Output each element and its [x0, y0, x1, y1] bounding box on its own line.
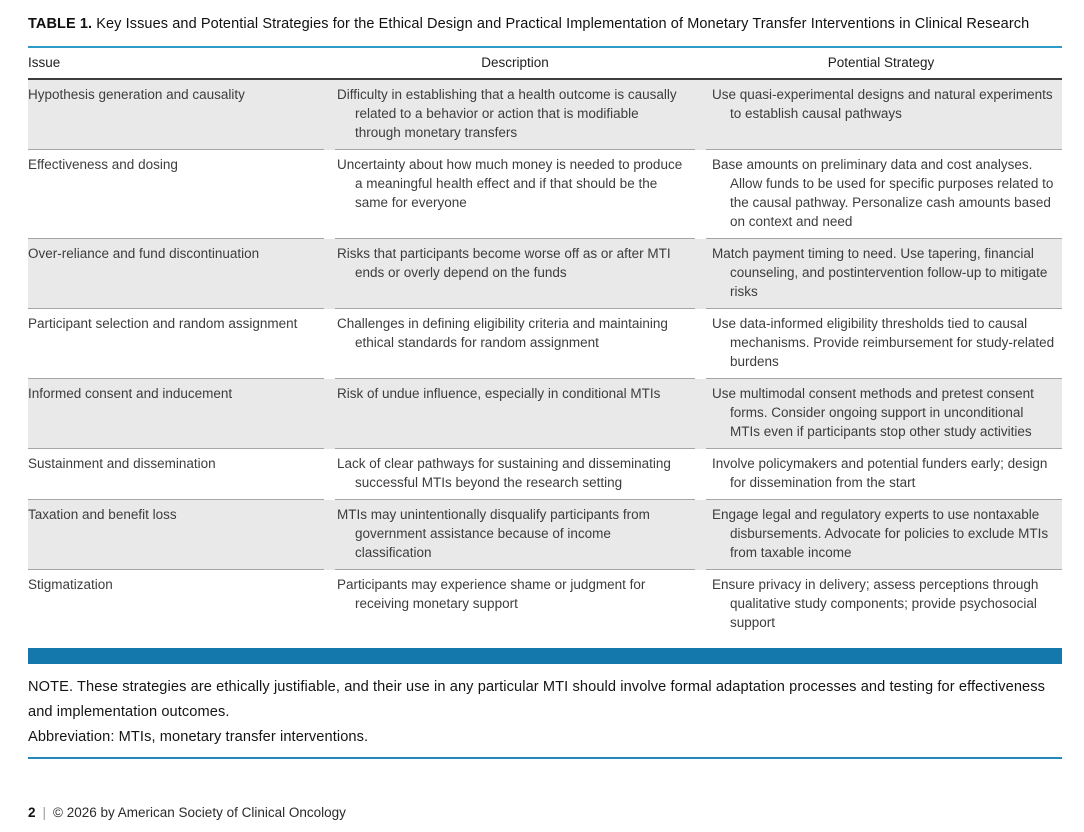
issue-cell: Informed consent and inducement	[28, 379, 330, 449]
issue-cell: Over-reliance and fund discontinuation	[28, 239, 330, 309]
table-row	[28, 449, 1062, 500]
notes-bottom-rule	[28, 757, 1062, 759]
column-header-strategy: Potential Strategy	[700, 46, 1062, 80]
table-row	[28, 150, 1062, 239]
table-row	[28, 570, 1062, 640]
strategy-cell: Use data-informed eligibility thresholds tied to causal mechanisms. Provide reimbursement for study-related burdens	[700, 309, 1062, 379]
strategy-cell: Use quasi-experimental designs and natural experiments to establish causal pathways	[700, 80, 1062, 150]
description-cell: Risks that participants become worse off as or after MTI ends or overly depend on the funds	[330, 239, 700, 309]
table-abbreviation: Abbreviation: MTIs, monetary transfer interventions.	[28, 729, 369, 745]
strategy-cell: Use multimodal consent methods and pretest consent forms. Consider ongoing support in unconditional MTIs even if participants stop other study activities	[700, 379, 1062, 449]
strategy-cell: Match payment timing to need. Use tapering, financial counseling, and postintervention follow-up to mitigate risks	[700, 239, 1062, 309]
issue-cell: Stigmatization	[28, 577, 113, 592]
description-cell: Challenges in defining eligibility criteria and maintaining ethical standards for random assignment	[330, 309, 700, 379]
table-notes	[28, 675, 1062, 750]
description-cell: MTIs may unintentionally disqualify participants from government assistance because of income classification	[330, 500, 700, 570]
key-issues-table	[28, 46, 1062, 640]
table-label: TABLE 1.	[28, 16, 93, 32]
table-caption: Key Issues and Potential Strategies for the Ethical Design and Practical Implementation of Monetary Transfer Interventions in Clinical Research	[96, 16, 1030, 32]
column-header-description: Description	[330, 46, 700, 80]
table-row	[28, 239, 1062, 309]
table-title-block	[28, 13, 1062, 36]
table-row	[28, 500, 1062, 570]
strategy-cell: Involve policymakers and potential funders early; design for dissemination from the start	[700, 449, 1062, 500]
table-bottom-accent-bar	[28, 648, 1062, 664]
table-row	[28, 309, 1062, 379]
table-note: NOTE. These strategies are ethically justifiable, and their use in any particular MTI should involve formal adaptation processes and testing for effectiveness and implementation outcomes.	[28, 679, 1046, 720]
issue-cell: Sustainment and dissemination	[28, 449, 330, 500]
strategy-cell: Engage legal and regulatory experts to use nontaxable disbursements. Advocate for policies to exclude MTIs from taxable income	[700, 500, 1062, 570]
footer-divider: |	[42, 805, 47, 820]
strategy-cell: Base amounts on preliminary data and cost analyses. Allow funds to be used for specific purposes related to the causal pathway. Personalize cash amounts based on context and need	[700, 150, 1062, 239]
header-row	[28, 46, 1062, 80]
table-row	[28, 80, 1062, 150]
copyright-text: © 2026 by American Society of Clinical Oncology	[53, 805, 346, 820]
table-row	[28, 379, 1062, 449]
column-header-issue: Issue	[28, 46, 330, 80]
description-cell: Risk of undue influence, especially in conditional MTIs	[330, 379, 700, 449]
description-cell: Uncertainty about how much money is needed to produce a meaningful health effect and if that should be the same for everyone	[330, 150, 700, 239]
page-footer	[28, 805, 1062, 820]
issue-cell: Effectiveness and dosing	[28, 150, 330, 239]
strategy-cell: Ensure privacy in delivery; assess perceptions through qualitative study components; provide psychosocial support	[712, 577, 1039, 630]
description-cell: Participants may experience shame or judgment for receiving monetary support	[337, 577, 646, 611]
page-number: 2	[28, 805, 36, 820]
description-cell: Difficulty in establishing that a health outcome is causally related to a behavior or action that is modifiable through monetary transfers	[330, 80, 700, 150]
issue-cell: Taxation and benefit loss	[28, 500, 330, 570]
issue-cell: Participant selection and random assignment	[28, 309, 330, 379]
issue-cell: Hypothesis generation and causality	[28, 80, 330, 150]
description-cell: Lack of clear pathways for sustaining and disseminating successful MTIs beyond the research setting	[330, 449, 700, 500]
